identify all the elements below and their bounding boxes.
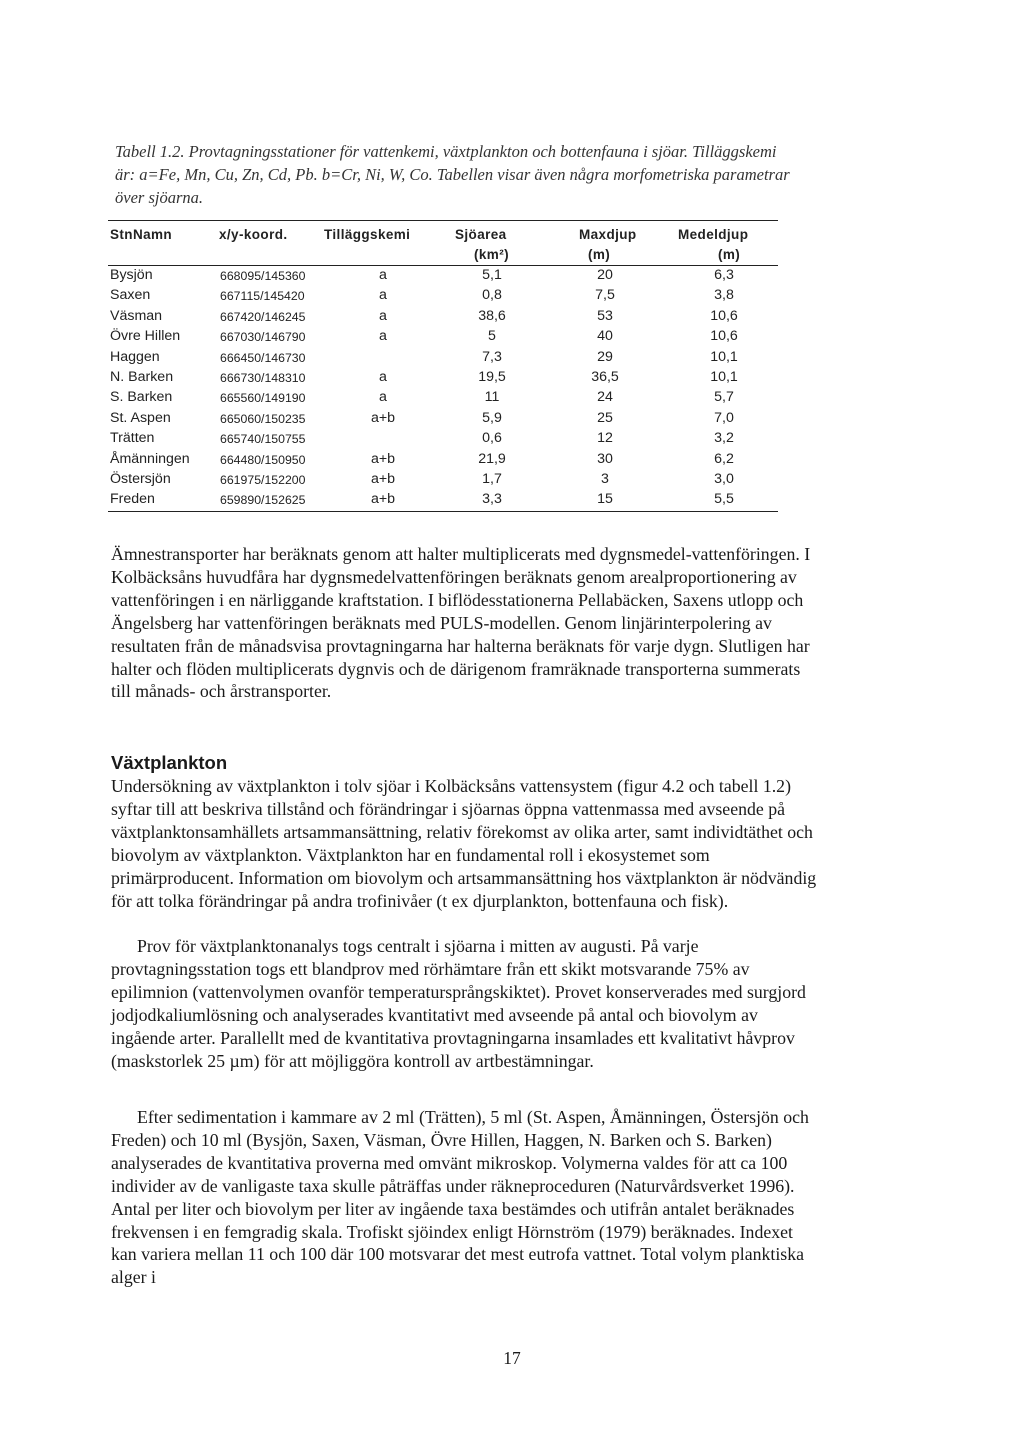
- cell-coord: 665740/150755: [220, 432, 306, 447]
- cell-chem: a: [379, 368, 387, 385]
- table-header: [108, 221, 778, 265]
- table-row: [108, 388, 778, 408]
- cell-coord: 668095/145360: [220, 269, 306, 283]
- cell-coord: 667030/146790: [220, 330, 306, 345]
- table-bottom-rule: [108, 511, 778, 512]
- header-meandepth: Medeldjup: [678, 227, 749, 242]
- header-chem: Tilläggskemi: [324, 227, 411, 242]
- header-area: Sjöarea: [455, 227, 507, 242]
- cell-name: Östersjön: [110, 470, 171, 487]
- cell-name: Bysjön: [110, 267, 153, 283]
- cell-area: 5,9: [482, 409, 502, 426]
- header-name: StnNamn: [110, 227, 173, 242]
- cell-area: 0,8: [482, 287, 502, 304]
- cell-maxdepth: 15: [597, 491, 613, 508]
- table-row: [108, 266, 778, 286]
- table-row: [108, 307, 778, 327]
- cell-meandepth: 5,5: [714, 491, 734, 508]
- cell-chem: a+b: [370, 450, 396, 467]
- table-row: [108, 490, 778, 510]
- table-row: [108, 450, 778, 470]
- cell-chem: a: [379, 328, 387, 345]
- cell-name: Övre Hillen: [110, 328, 181, 345]
- cell-chem: a+b: [370, 409, 396, 426]
- cell-chem: a+b: [370, 470, 396, 487]
- cell-maxdepth: 53: [597, 307, 613, 324]
- cell-coord: 666730/148310: [220, 370, 306, 385]
- table-caption: Tabell 1.2. Provtagningsstationer för vattenkemi, växtplankton och bottenfauna i sjöar. Tilläggskemi är: a=Fe, Mn, Cu, Zn, Cd, Pb. b=Cr, Ni, W, Co. Tabellen visar även några morfometriska parametrar över sjöarna.: [115, 142, 790, 207]
- cell-coord: 659890/152625: [220, 493, 306, 508]
- cell-coord: 667420/146245: [220, 309, 306, 324]
- cell-meandepth: 3,2: [714, 430, 734, 447]
- cell-meandepth: 6,3: [714, 267, 734, 283]
- cell-chem: a: [379, 287, 387, 304]
- paragraph-sampling: Prov för växtplanktonanalys togs centralt i sjöarna i mitten av augusti. På varje provtagningsstation togs ett blandprov med rörhämtare från ett skikt motsvarande 75% av epilimnion (vattenvolymen ovanför temperatursprångskiktet). Provet konserverades med surgjord jodjodkaliumlösning och analyserades kvantitativt med avseende på antal och biovolym av ingående arter. Parallellt med de kvantitativa provtagningarna insamlades ett kvalitativt håvprov (maskstorlek 25 µm) för att möjliggöra kontroll av artbestämningar.: [111, 936, 806, 1071]
- paragraph-transport: Ämnestransporter har beräknats genom att halter multiplicerats med dygnsmedel-vattenföringen. I Kolbäcksåns huvudfåra har dygnsmedelvattenföringen beräknats genom arealproportionering av vattenföringen i en närliggande kraftstation. I biflödesstationerna Pellabäcken, Saxens utlopp och Ängelsberg har vattenföringen beräknats med PULS-modellen. Genom linjärinterpolering av resultaten från de månadsvisa provtagningarna har halterna beräknats för varje dygn. Slutligen har halter och flöden multiplicerats dygnvis och de därigenom framräknade transporterna summerats till månads- och årstransporter.: [111, 544, 811, 702]
- cell-area: 38,6: [478, 307, 506, 324]
- cell-area: 1,7: [482, 470, 502, 487]
- cell-meandepth: 5,7: [714, 389, 734, 406]
- cell-chem: a: [379, 307, 387, 324]
- cell-name: St. Aspen: [110, 409, 171, 426]
- cell-meandepth: 3,0: [714, 470, 734, 487]
- cell-name: Trätten: [110, 430, 155, 447]
- cell-maxdepth: 12: [597, 430, 613, 447]
- table-row: [108, 286, 778, 306]
- cell-coord: 665560/149190: [220, 391, 306, 406]
- cell-area: 11: [484, 389, 500, 406]
- cell-name: Freden: [110, 491, 155, 508]
- section-heading: Växtplankton: [111, 752, 228, 773]
- cell-meandepth: 10,1: [710, 348, 738, 365]
- cell-chem: a: [379, 267, 387, 283]
- paragraph-analysis: Efter sedimentation i kammare av 2 ml (Trätten), 5 ml (St. Aspen, Åmänningen, Östersjön och Freden) och 10 ml (Bysjön, Saxen, Väsman, Övre Hillen, Haggen, N. Barken och S. Barken) analyserades de kvantitativa proverna med omvänt mikroskop. Volymerna valdes för att ca 100 individer av de vanligaste taxa skulle påträffas under räkneproceduren (Naturvårdsverket 1996). Antal per liter och biovolym per liter av ingående taxa bestämdes och utifrån antalet beräknades frekvensen i en femgradig skala. Trofiskt sjöindex enligt Hörnström (1979) beräknades. Indexet kan variera mellan 11 och 100 där 100 motsvarar det mest eutrofa vattnet. Total volym planktiska alger i: [111, 1107, 809, 1288]
- table-row: [108, 327, 778, 347]
- cell-area: 5: [488, 328, 496, 345]
- cell-maxdepth: 24: [597, 389, 613, 406]
- header-area-unit: (km²): [474, 247, 509, 262]
- header-maxdepth-unit: (m): [588, 247, 611, 262]
- page-number: 17: [503, 1348, 521, 1368]
- cell-name: Saxen: [110, 287, 151, 304]
- table-row: [108, 409, 778, 429]
- cell-maxdepth: 20: [597, 267, 613, 283]
- cell-coord: 665060/150235: [220, 411, 306, 426]
- cell-coord: 661975/152200: [220, 472, 306, 487]
- cell-meandepth: 10,1: [710, 368, 738, 385]
- cell-meandepth: 7,0: [714, 409, 734, 426]
- table-row: [108, 348, 778, 368]
- cell-maxdepth: 29: [597, 348, 613, 365]
- table-row: [108, 368, 778, 388]
- paragraph-intro: Undersökning av växtplankton i tolv sjöar i Kolbäcksåns vattensystem (figur 4.2 och tabell 1.2) syftar till att beskriva tillstånd och förändringar i sjöarnas öppna vattenmassa med avseende på växtplanktonsamhällets artsammansättning, relativ förekomst av olika arter, samt individtäthet och biovolym av växtplankton. Växtplankton har en fundamental roll i ekosystemet som primärproducent. Information om biovolym och artsammansättning hos växtplankton är nödvändig för att tolka förändringar på andra trofinivåer (t ex djurplankton, bottenfauna och fisk).: [111, 776, 817, 911]
- cell-area: 19,5: [478, 368, 506, 385]
- header-coord: x/y-koord.: [219, 227, 288, 242]
- cell-meandepth: 10,6: [710, 328, 738, 345]
- cell-maxdepth: 3: [601, 470, 609, 487]
- cell-maxdepth: 30: [597, 450, 613, 467]
- cell-name: S. Barken: [110, 389, 173, 406]
- table-row: [108, 470, 778, 490]
- cell-chem: a: [379, 389, 387, 406]
- cell-coord: 666450/146730: [220, 350, 306, 365]
- cell-maxdepth: 25: [597, 409, 613, 426]
- cell-name: Haggen: [110, 348, 160, 365]
- cell-maxdepth: 36,5: [591, 368, 619, 385]
- header-maxdepth: Maxdjup: [579, 227, 637, 242]
- cell-area: 3,3: [482, 491, 502, 508]
- cell-chem: a+b: [370, 491, 396, 508]
- cell-coord: 664480/150950: [220, 452, 306, 467]
- cell-area: 5,1: [482, 267, 502, 283]
- table-row: [108, 429, 778, 449]
- cell-maxdepth: 40: [597, 328, 613, 345]
- header-meandepth-unit: (m): [718, 247, 741, 262]
- cell-area: 7,3: [482, 348, 502, 365]
- cell-area: 0,6: [482, 430, 502, 447]
- cell-coord: 667115/145420: [220, 289, 305, 304]
- cell-area: 21,9: [478, 450, 506, 467]
- cell-meandepth: 6,2: [714, 450, 734, 467]
- cell-name: Väsman: [110, 307, 163, 324]
- cell-meandepth: 3,8: [714, 287, 734, 304]
- cell-name: N. Barken: [110, 368, 174, 385]
- cell-meandepth: 10,6: [710, 307, 738, 324]
- cell-name: Åmänningen: [110, 450, 190, 467]
- cell-maxdepth: 7,5: [595, 287, 615, 304]
- station-table: [108, 220, 778, 512]
